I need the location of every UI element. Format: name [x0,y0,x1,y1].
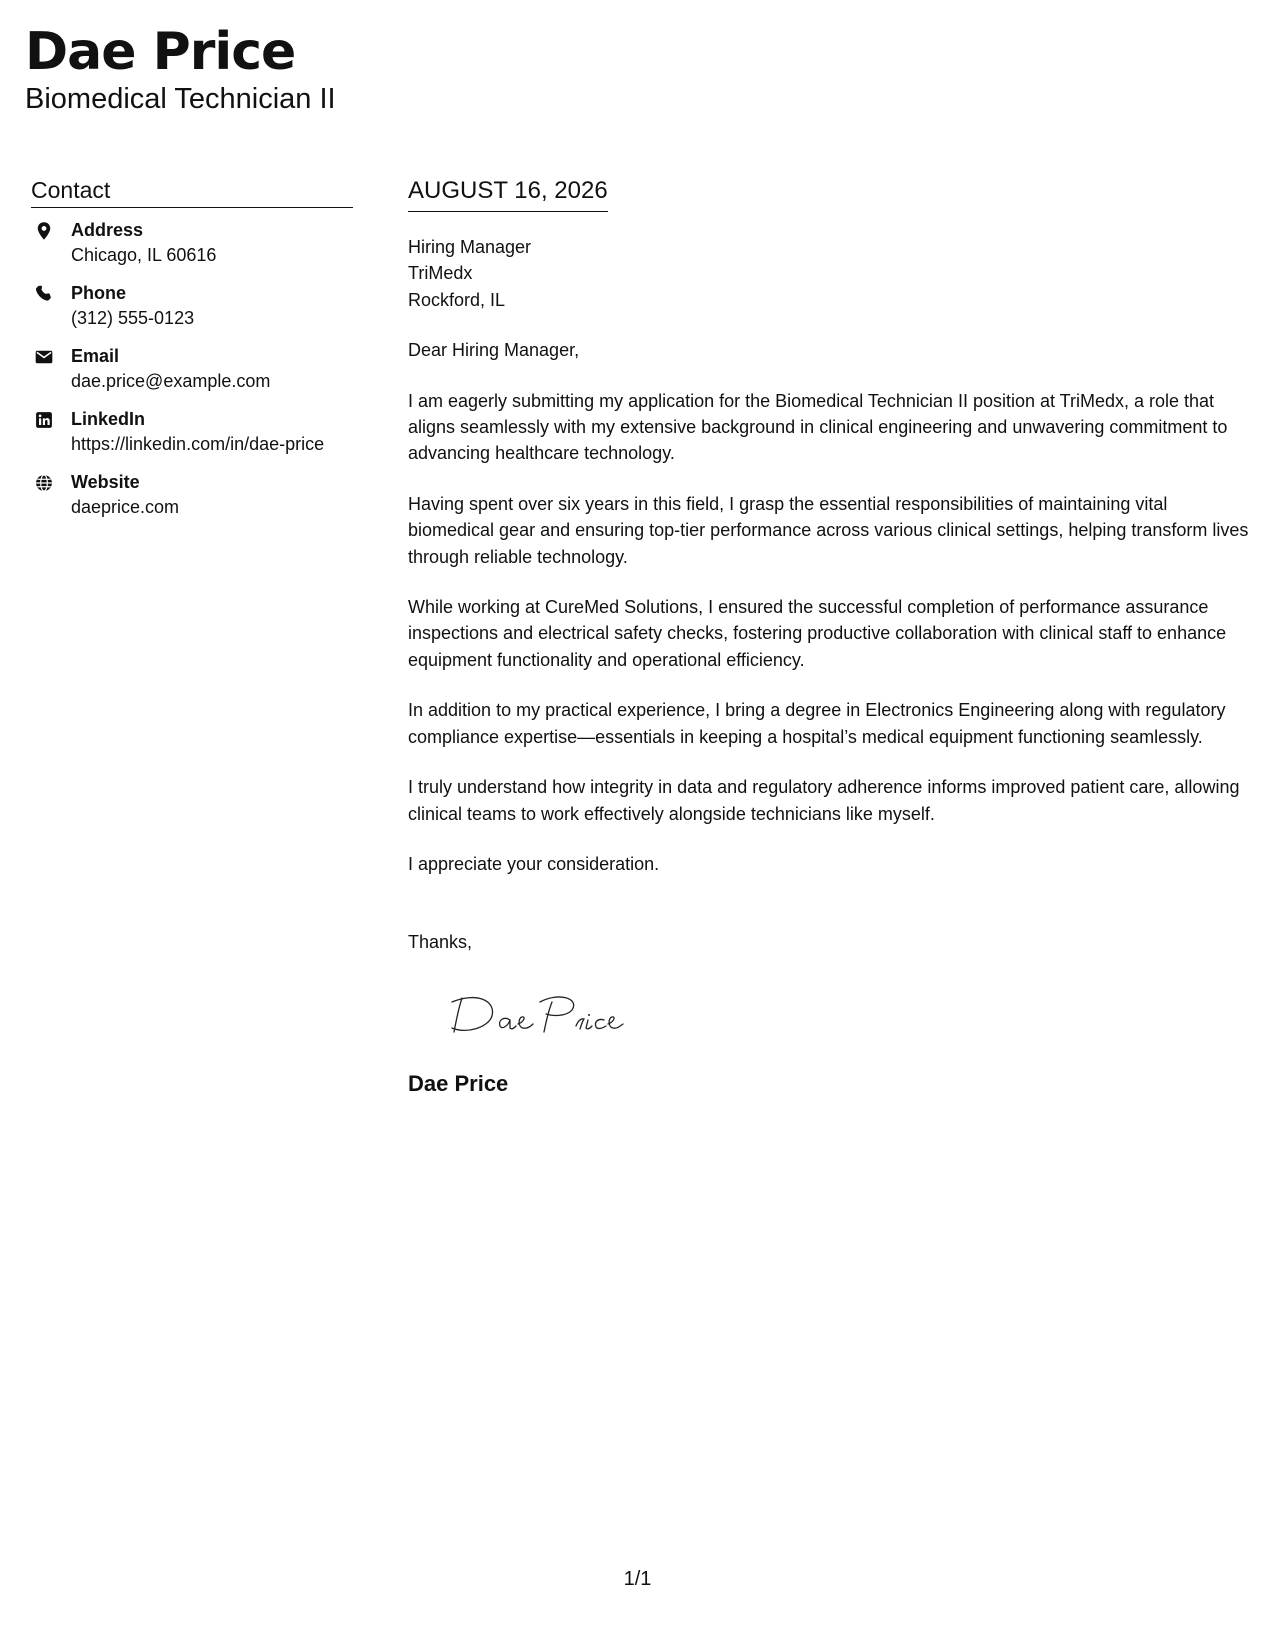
signer-name: Dae Price [408,1070,509,1096]
envelope-icon [33,346,55,368]
recipient-block [408,234,1258,313]
salutation: Dear Hiring Manager, [408,340,580,361]
letter-paragraph: While working at CureMed Solutions, I ensured the successful completion of performance assurance inspections and electrical safety checks, fostering productive collaboration with clinical staff to enhance equipment functionality and operational efficiency. [408,597,1227,670]
contact-label: Email [71,346,120,366]
cover-letter [408,176,1258,1098]
address-value: Chicago, IL 60616 [71,245,217,265]
applicant-name: Dae Price [25,22,296,82]
contact-sidebar [31,176,353,533]
letter-paragraph: In addition to my practical experience, I bring a degree in Electronics Engineering along with regulatory compliance expertise—essentials in keeping a hospital’s medical equipment functioning seamlessly. [408,700,1226,747]
recipient-line: Rockford, IL [408,289,506,310]
map-pin-icon [33,220,55,242]
contact-list [31,218,353,533]
phone-value: (312) 555-0123 [71,308,195,328]
letter-paragraph: I appreciate your consideration. [408,853,660,874]
linkedin-icon [33,409,55,431]
contact-item-email [31,344,353,407]
contact-item-address [31,218,353,281]
linkedin-value[interactable]: https://linkedin.com/in/dae-price [71,434,325,454]
letter-paragraph: I am eagerly submitting my application for the Biomedical Technician II position at TriMedx, a role that aligns seamlessly with my extensive background in clinical engineering and unwavering commitment to advancing healthcare technology. [408,390,1228,464]
website-value[interactable]: daeprice.com [71,497,180,517]
contact-item-website [31,470,353,533]
phone-icon [33,283,55,305]
page-number: 1/1 [623,1568,652,1590]
contact-item-linkedin [31,407,353,470]
contact-item-phone [31,281,353,344]
recipient-line: Hiring Manager [408,237,532,257]
email-value[interactable]: dae.price@example.com [71,371,271,391]
recipient-line: TriMedx [408,263,473,284]
contact-label: Website [71,472,140,492]
contact-heading: Contact [31,176,353,208]
contact-label: Address [71,220,144,240]
contact-label: LinkedIn [71,409,146,429]
letter-date: AUGUST 16, 2026 [408,176,608,212]
handwritten-signature [448,990,628,1038]
job-title: Biomedical Technician II [25,83,336,115]
contact-label: Phone [71,283,127,303]
letter-paragraph: Having spent over six years in this field, I grasp the essential responsibilities of maintaining vital biomedical gear and ensuring top-tier performance across various clinical settings, helping transform lives through reliable technology. [408,493,1249,567]
globe-icon [33,472,55,494]
letter-paragraph: I truly understand how integrity in data and regulatory adherence informs improved patient care, allowing clinical teams to work effectively alongside technicians like myself. [408,777,1240,824]
closing: Thanks, [408,932,473,953]
